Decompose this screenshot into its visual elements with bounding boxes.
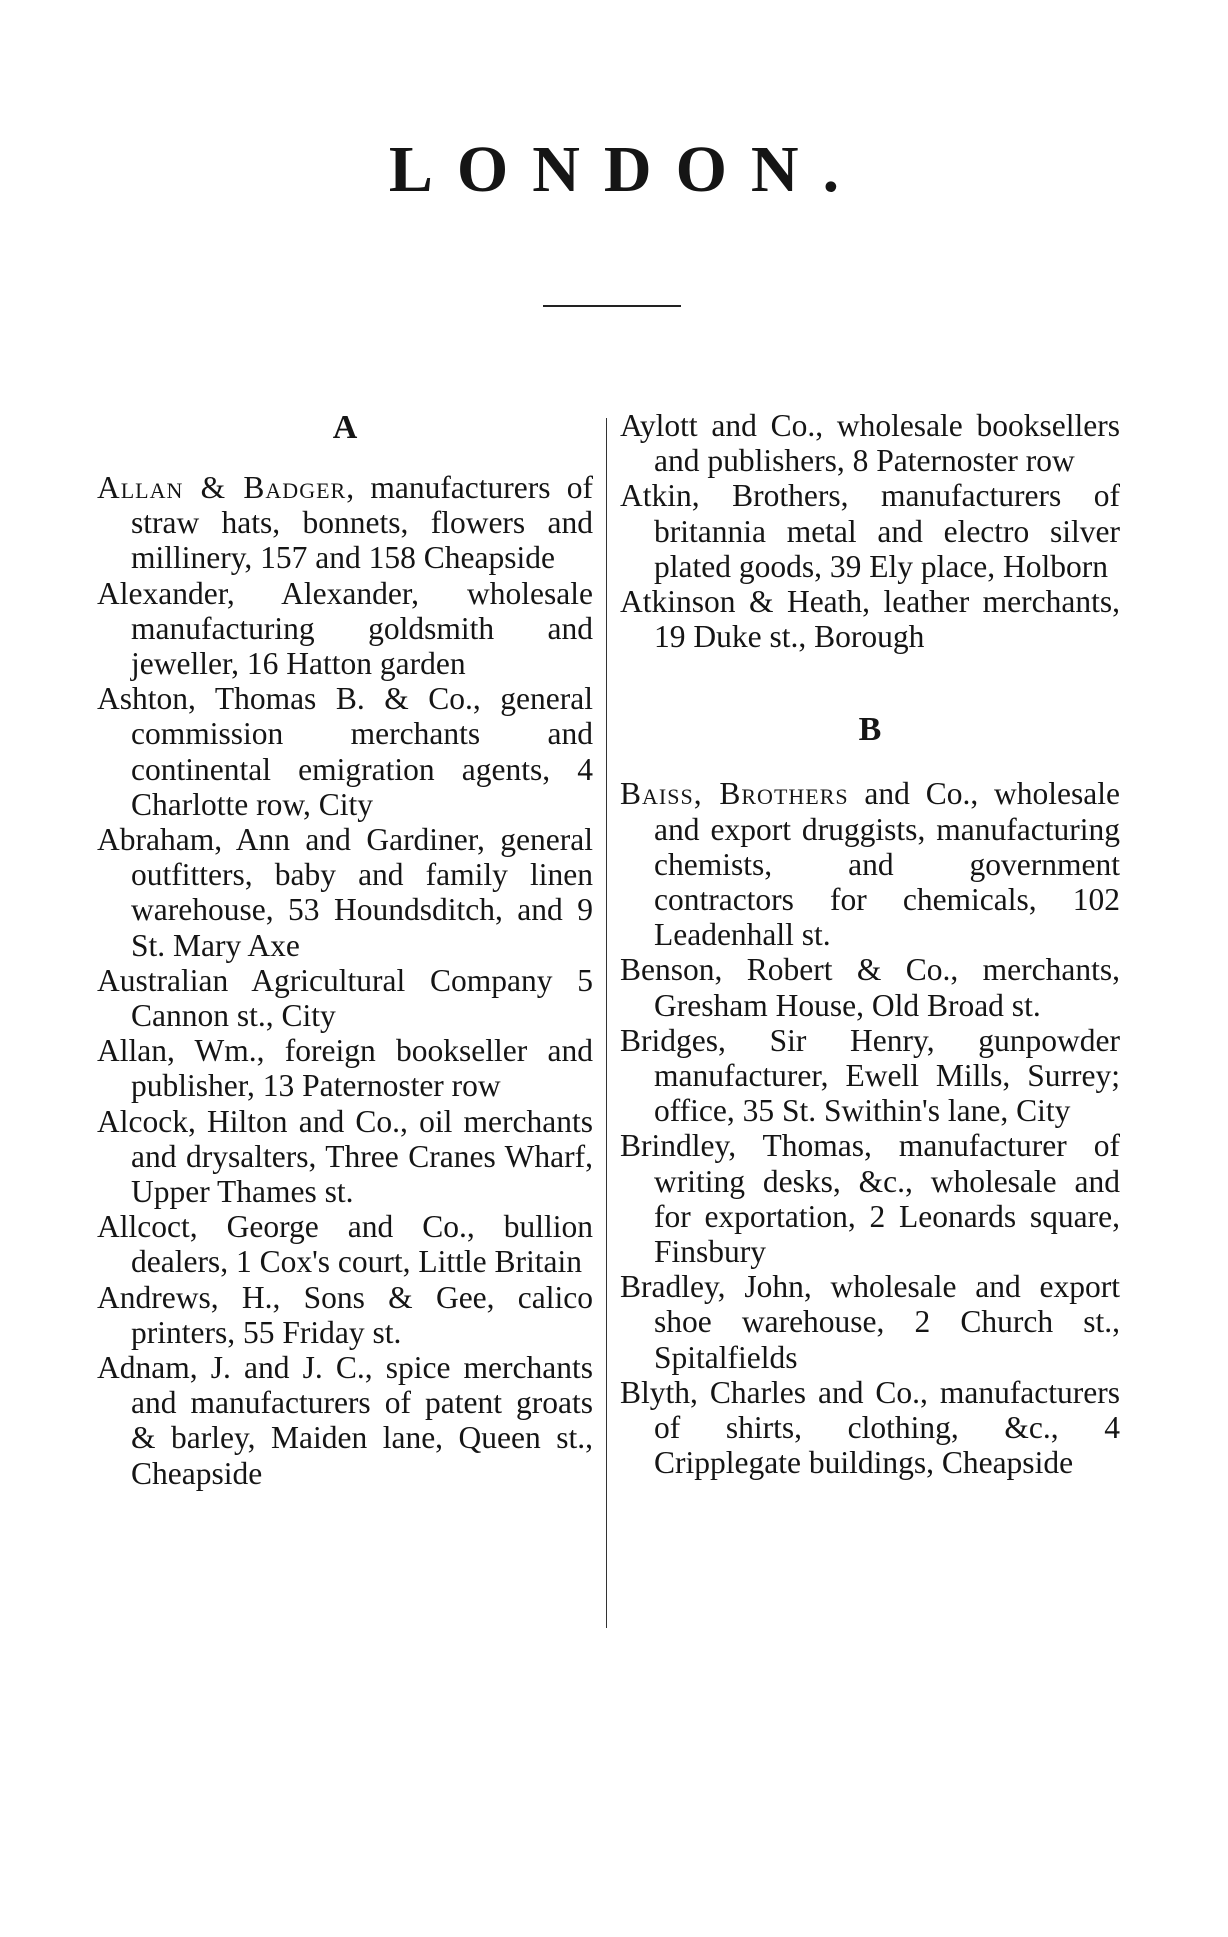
directory-entry — [620, 1375, 1120, 1481]
entry-text: Ashton, Thomas B. & Co., general commission merchants and continental emigration agents, 4 Charlotte row, City — [97, 681, 593, 822]
directory-entry — [97, 1350, 593, 1491]
directory-entry — [620, 776, 1120, 952]
directory-entry — [620, 952, 1120, 1022]
entry-list-a — [97, 470, 593, 1491]
entry-text: Australian Agricultural Company 5 Cannon st., City — [97, 962, 593, 1034]
section-letter-a: A — [332, 409, 358, 446]
entry-text: Atkinson & Heath, leather merchants, 19 Duke st., Borough — [620, 584, 1120, 655]
directory-entry — [97, 1209, 593, 1279]
entry-firm-name: Allan & Badger — [97, 470, 347, 505]
entry-text: Benson, Robert & Co., merchants, Gresham House, Old Broad st. — [620, 952, 1120, 1023]
entry-text: Blyth, Charles and Co., manufacturers of shirts, clothing, &c., 4 Cripplegate buildings, Cheapside — [620, 1374, 1120, 1481]
directory-entry — [97, 1280, 593, 1350]
entry-firm-name: Baiss, Brothers — [620, 776, 849, 812]
entry-text: Abraham, Ann and Gardiner, general outfitters, baby and family linen warehouse, 53 Houndsditch, and 9 St. Mary Axe — [97, 822, 593, 963]
directory-entry — [620, 1023, 1120, 1129]
entry-text: Allan, Wm., foreign bookseller and publisher, 13 Paternoster row — [97, 1033, 593, 1104]
column-divider — [606, 418, 607, 1628]
directory-entry — [620, 1269, 1120, 1375]
directory-entry — [620, 584, 1120, 654]
entry-text: Allcoct, George and Co., bullion dealers, 1 Cox's court, Little Britain — [97, 1209, 593, 1280]
directory-entry — [97, 681, 593, 822]
entry-text: Bradley, John, wholesale and export shoe warehouse, 2 Church st., Spitalfields — [620, 1269, 1120, 1375]
entry-text: Adnam, J. and J. C., spice merchants and manufacturers of patent groats & barley, Maiden lane, Queen st., Cheapside — [97, 1350, 593, 1491]
title-rule — [543, 305, 681, 307]
left-column — [97, 408, 593, 1491]
entry-text: and Co., wholesale and export druggists, manufacturing chemists, and government contractors for chemicals, 102 Leadenhall st. — [654, 776, 1120, 953]
entry-list-b — [620, 776, 1120, 1480]
right-column — [620, 408, 1120, 1480]
directory-entry — [97, 470, 593, 576]
directory-entry — [620, 478, 1120, 584]
directory-entry — [97, 963, 593, 1033]
section-letter-b: B — [858, 711, 882, 749]
entry-text: Atkin, Brothers, manufacturers of britannia metal and electro silver plated goods, 39 Ely place, Holborn — [620, 478, 1120, 584]
entry-text: Brindley, Thomas, manufacturer of writing desks, &c., wholesale and for exportation, 2 Leonards square, Finsbury — [620, 1128, 1120, 1270]
entry-text: , manufacturers of straw hats, bonnets, flowers and millinery, 157 and 158 Cheapside — [131, 470, 593, 576]
directory-entry — [97, 1104, 593, 1210]
directory-entry — [620, 408, 1120, 478]
entry-text: Aylott and Co., wholesale booksellers and publishers, 8 Paternoster row — [620, 408, 1120, 479]
directory-entry — [97, 822, 593, 963]
entry-text: Alcock, Hilton and Co., oil merchants and drysalters, Three Cranes Wharf, Upper Thames st. — [97, 1103, 593, 1210]
directory-entry — [97, 576, 593, 682]
entry-text: Andrews, H., Sons & Gee, calico printers, 55 Friday st. — [97, 1279, 593, 1350]
directory-entry — [97, 1033, 593, 1103]
page-title: LONDON. — [388, 133, 864, 206]
entry-list-a-continued — [620, 408, 1120, 654]
entry-text: Alexander, Alexander, wholesale manufacturing goldsmith and jeweller, 16 Hatton garden — [97, 575, 593, 682]
entry-text: Bridges, Sir Henry, gunpowder manufacturer, Ewell Mills, Surrey; office, 35 St. Swithin's lane, City — [620, 1022, 1120, 1129]
directory-entry — [620, 1128, 1120, 1269]
